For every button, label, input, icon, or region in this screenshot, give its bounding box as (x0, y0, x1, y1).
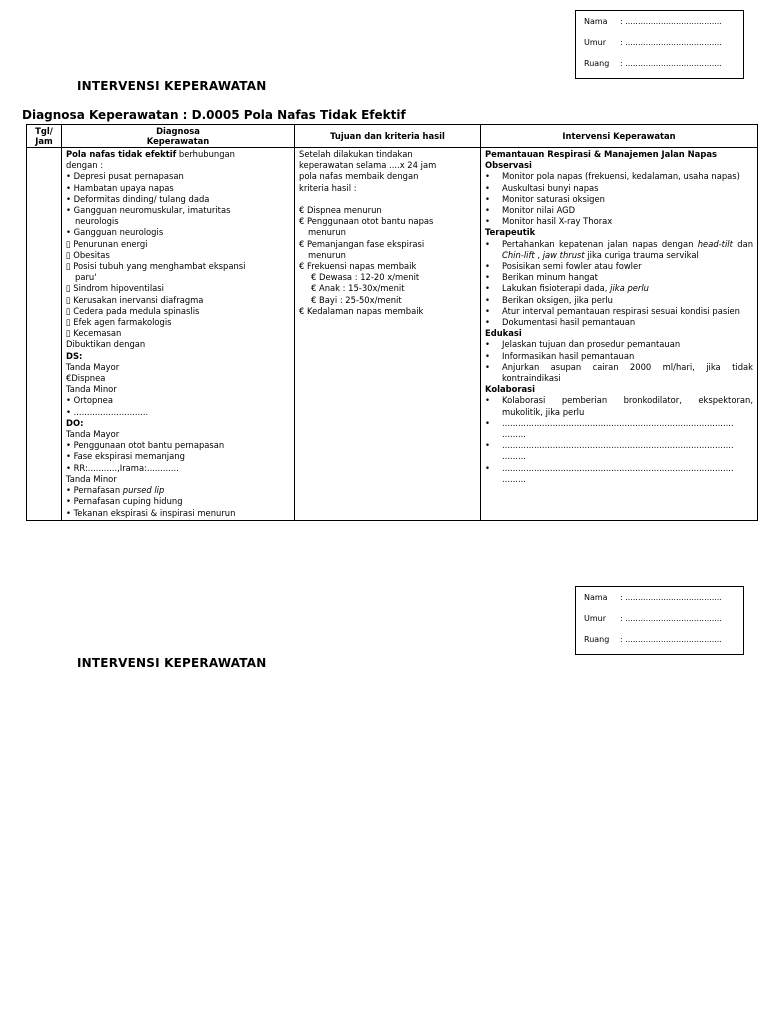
list-item: menurun (308, 227, 346, 238)
header-date: Tgl/ Jam (27, 125, 62, 148)
list-item: • Dokumentasi hasil pemantauan (485, 317, 636, 328)
list-item: • Berikan oksigen, jika perlu (485, 294, 613, 305)
name-row (584, 11, 743, 32)
list-item: • Atur interval pemantauan respirasi sesuai kondisi pasien (485, 305, 740, 316)
list-item: Tanda Mayor (66, 429, 120, 440)
list-item: € Dewasa : 12-20 x/menit (311, 272, 420, 283)
age-row (584, 608, 743, 629)
list-item: • Gangguan neuromuskular, imaturitas (66, 205, 231, 216)
blank-line: • ....................................................................................... (485, 462, 734, 473)
diagnosis-heading: Diagnosa Keperawatan : D.0005 Pola Nafas Tidak Efektif (22, 108, 406, 122)
list-item: Tanda Minor (66, 384, 117, 395)
list-item: • Posisikan semi fowler atau fowler (485, 261, 642, 272)
blank-line-cont: ......... (502, 473, 526, 484)
list-item: paru' (75, 272, 97, 283)
list-item: Dibuktikan dengan (66, 339, 146, 350)
header-goals: Tujuan dan kriteria hasil (295, 125, 481, 148)
name-label: Nama (584, 593, 608, 602)
page-title: INTERVENSI KEPERAWATAN (77, 79, 267, 93)
list-item: € Kedalaman napas membaik (299, 305, 424, 316)
room-value: : ...................................... (620, 59, 722, 68)
list-item: Tanda Mayor (66, 361, 120, 372)
goals-cell: Setelah dilakukan tindakan keperawatan selama ....x 24 jam pola nafas membaik dengan kriteria hasil : € Dispnea menurun € Penggunaan otot bantu napas menurun € Pemanjangan fase ekspirasi menurun € Frekuensi napas membaik € Dewasa : 12-20 x/menit € Anak : 15-30x/menit € Bayi : 25-50x/menit € Kedalaman napas membaik (295, 148, 481, 521)
page-title-2: INTERVENSI KEPERAWATAN (77, 656, 267, 670)
room-row (584, 629, 743, 650)
blank-line-cont: ......... (502, 429, 526, 440)
room-row (584, 53, 743, 74)
observasi-label: Observasi (485, 160, 532, 171)
list-item: • Auskultasi bunyi napas (485, 182, 599, 193)
list-item: • Depresi pusat pernapasan (66, 171, 184, 182)
list-item: • Lakukan fisioterapi dada, jika perlu (485, 283, 649, 294)
list-item: € Bayi : 25-50x/menit (311, 294, 402, 305)
list-item: ▯ Penurunan energi (66, 238, 148, 249)
table-header-row (27, 125, 758, 148)
list-item: ▯ Obesitas (66, 249, 110, 260)
list-item: menurun (308, 249, 346, 260)
age-value: : ...................................... (620, 614, 722, 623)
do-label: DO: (66, 417, 84, 428)
intervention-table (26, 124, 758, 521)
date-cell (27, 148, 62, 521)
list-item: • Monitor nilai AGD (485, 205, 576, 216)
kolaborasi-label: Kolaborasi (485, 384, 536, 395)
list-item: • Deformitas dinding/ tulang dada (66, 193, 210, 204)
diagnosis-cell: Pola nafas tidak efektif berhubungan dengan : • Depresi pusat pernapasan • Hambatan upaya napas • Deformitas dinding/ tulang dada • Gangguan neuromuskular, imaturitas neurologis • Gangguan neurologis ▯ Penurunan energi ▯ Obesitas ▯ Posisi tubuh yang menghambat ekspansi paru' ▯ Sindrom hipoventilasi ▯ Kerusakan inervansi diafragma ▯ Cedera pada medula spinaslis ▯ Efek agen farmakologis ▯ Kecemasan Dibuktikan dengan DS: Tanda Mayor €Dispnea Tanda Minor • Ortopnea • ............................ DO: Tanda Mayor • Penggunaan otot bantu pernapasan • Fase ekspirasi memanjang • RR:...........,Irama:............ Tanda Minor • Pernafasan pursed lip • Pernafasan cuping hidung • Tekanan ekspirasi & inspirasi menurun (62, 148, 295, 521)
list-item: • Berikan minum hangat (485, 272, 598, 283)
header-interventions: Intervensi Keperawatan (481, 125, 758, 148)
list-item: • Pertahankan kepatenan jalan napas dengan head-tilt dan Chin-lift , jaw thrust jika curiga trauma servikal (485, 238, 754, 260)
list-item: • Monitor hasil X-ray Thorax (485, 216, 613, 227)
list-item: € Penggunaan otot bantu napas (299, 216, 434, 227)
list-item: • ............................ (66, 406, 149, 417)
room-label: Ruang (584, 59, 610, 68)
terapeutik-label: Terapeutik (485, 227, 536, 238)
patient-id-box (575, 10, 744, 79)
patient-id-box-2 (575, 586, 744, 655)
list-item: • Ortopnea (66, 395, 113, 406)
list-item: • Fase ekspirasi memanjang (66, 451, 185, 462)
list-item: • Hambatan upaya napas (66, 182, 174, 193)
name-row (584, 587, 743, 608)
list-item: neurologis (75, 216, 119, 227)
name-value: : ...................................... (620, 593, 722, 602)
age-label: Umur (584, 614, 607, 623)
list-item: ▯ Sindrom hipoventilasi (66, 283, 164, 294)
table-row (27, 148, 758, 521)
list-item: • Penggunaan otot bantu pernapasan (66, 440, 225, 451)
ds-label: DS: (66, 350, 83, 361)
age-row (584, 32, 743, 53)
room-label: Ruang (584, 635, 610, 644)
list-item: • Tekanan ekspirasi & inspirasi menurun (66, 507, 236, 518)
interventions-cell (481, 148, 758, 521)
list-item: € Dispnea menurun (299, 205, 382, 215)
list-item: • RR:...........,Irama:............ (66, 462, 179, 473)
list-item: ▯ Kerusakan inervansi diafragma (66, 294, 204, 305)
blank-line: • ....................................................................................... (485, 440, 734, 451)
list-item: Tanda Minor (66, 473, 117, 484)
diagnosis-lead: Pola nafas tidak efektif (66, 149, 177, 159)
list-item: € Frekuensi napas membaik (299, 261, 417, 272)
intervention-heading: Pemantauan Respirasi & Manajemen Jalan Napas (485, 149, 717, 159)
list-item: ▯ Cedera pada medula spinaslis (66, 305, 200, 316)
edukasi-label: Edukasi (485, 328, 522, 339)
list-item: ▯ Kecemasan (66, 328, 122, 339)
age-value: : ...................................... (620, 38, 722, 47)
list-item: • Pernafasan cuping hidung (66, 496, 183, 507)
list-item: €Dispnea (66, 373, 106, 384)
list-item: • Monitor saturasi oksigen (485, 193, 605, 204)
blank-line-cont: ......... (502, 451, 526, 462)
blank-line: • ....................................................................................... (485, 417, 734, 428)
list-item: • Anjurkan asupan cairan 2000 ml/hari, jika tidak kontraindikasi (485, 361, 753, 384)
list-item: • Monitor pola napas (frekuensi, kedalaman, usaha napas) (485, 171, 740, 182)
list-item: • Informasikan hasil pemantauan (485, 350, 635, 361)
name-label: Nama (584, 17, 608, 26)
name-value: : ...................................... (620, 17, 722, 26)
list-item: • Pernafasan pursed lip (66, 485, 165, 496)
age-label: Umur (584, 38, 607, 47)
list-item: ▯ Posisi tubuh yang menghambat ekspansi (66, 261, 246, 272)
list-item: € Pemanjangan fase ekspirasi (299, 238, 425, 249)
list-item: • Jelaskan tujuan dan prosedur pemantauan (485, 339, 681, 350)
list-item: dengan : (66, 160, 104, 171)
header-diagnosis: Diagnosa Keperawatan (62, 125, 295, 148)
list-item: € Anak : 15-30x/menit (311, 283, 405, 294)
list-item: • Gangguan neurologis (66, 227, 164, 238)
room-value: : ...................................... (620, 635, 722, 644)
list-item: • Kolaborasi pemberian bronkodilator, ekspektoran, mukolitik, jika perlu (485, 395, 753, 417)
list-item: ▯ Efek agen farmakologis (66, 317, 172, 328)
